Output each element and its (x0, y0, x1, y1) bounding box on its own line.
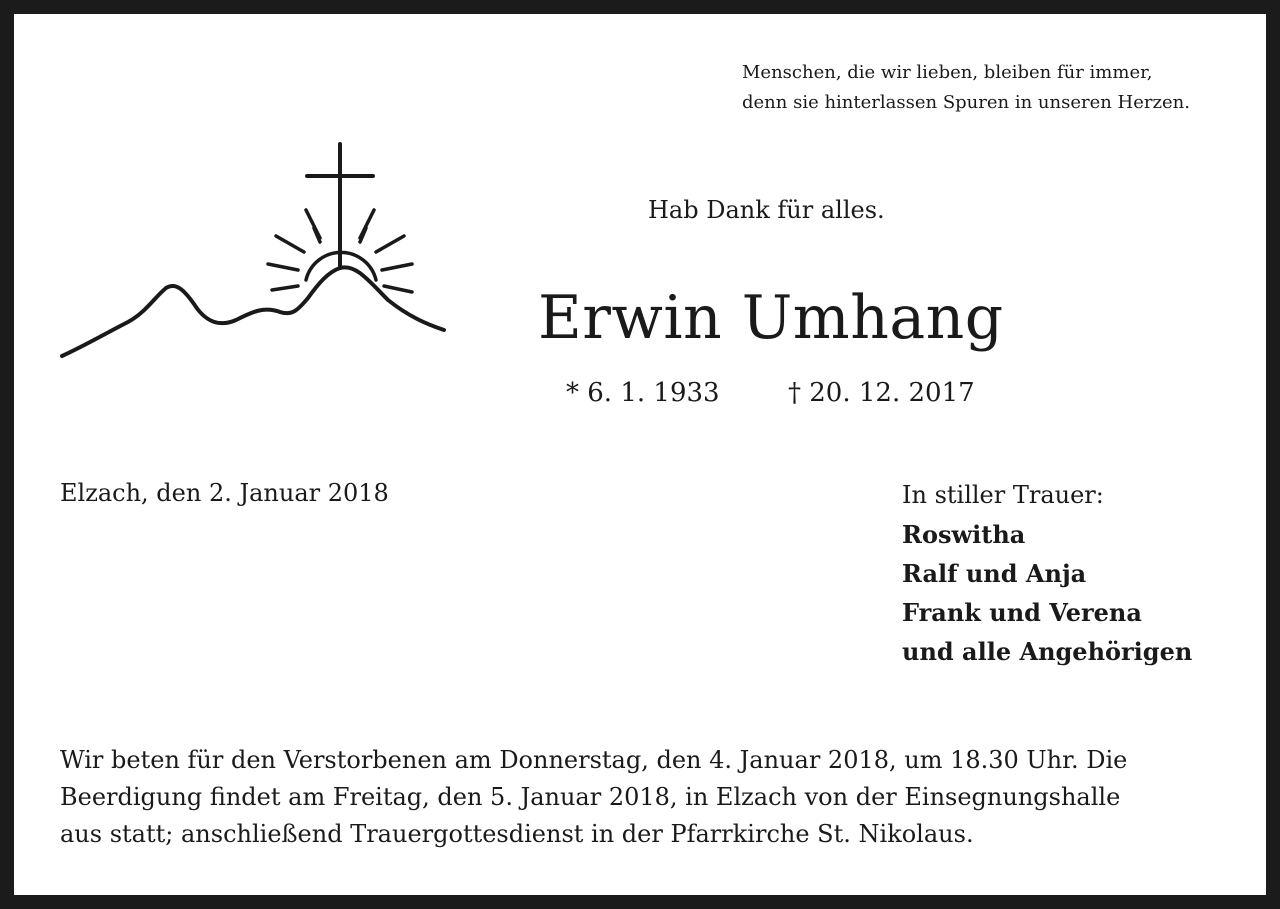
service-announcement (60, 742, 1230, 853)
mourner-name: Roswitha (902, 520, 1026, 549)
death-date: † 20. 12. 2017 (788, 378, 975, 408)
birth-date: * 6. 1. 1933 (566, 378, 720, 408)
deceased-name: Erwin Umhang (538, 283, 1004, 353)
mourner-name: Frank und Verena (902, 598, 1142, 627)
announcement-line: Wir beten für den Verstorbenen am Donnerstag, den 4. Januar 2018, um 18.30 Uhr. Die (60, 746, 1128, 774)
motto-quote (716, 58, 1216, 118)
mourner-name: und alle Angehörigen (902, 637, 1193, 666)
mourners-block (902, 476, 1192, 671)
obituary-card (14, 14, 1266, 895)
mourners-intro: In stiller Trauer: (902, 481, 1104, 509)
motto-line-1: Menschen, die wir lieben, bleiben für immer, (742, 62, 1153, 83)
announcement-line: aus statt; anschließend Trauergottesdienst in der Pfarrkirche St. Nikolaus. (60, 820, 974, 848)
mourners-names (902, 515, 1192, 671)
life-dates (566, 375, 975, 411)
thanks-line: Hab Dank für alles. (648, 196, 885, 224)
mourner-name: Ralf und Anja (902, 559, 1087, 588)
place-and-date: Elzach, den 2. Januar 2018 (60, 479, 389, 507)
mountain-cross-sunrise-icon (58, 140, 450, 366)
announcement-line: Beerdigung findet am Freitag, den 5. Januar 2018, in Elzach von der Einsegnungshalle (60, 783, 1121, 811)
motto-line-2: denn sie hinterlassen Spuren in unseren Herzen. (742, 92, 1190, 113)
